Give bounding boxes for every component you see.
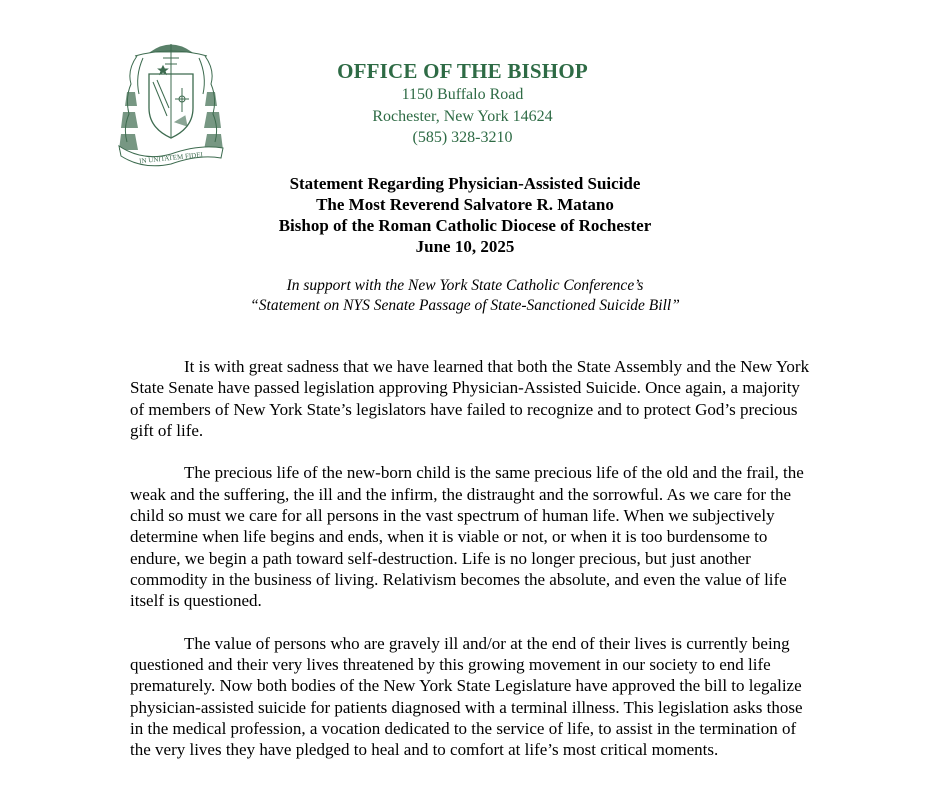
statement-author-role: Bishop of the Roman Catholic Diocese of Rochester	[278, 216, 652, 235]
statement-title: Statement Regarding Physician-Assisted Suicide	[289, 174, 641, 193]
address-line-1: 1150 Buffalo Road	[401, 86, 524, 103]
body-paragraph-2: The precious life of the new-born child is the same precious life of the old and the frail, the weak and the suffering, the ill and the infirm, the distraught and the sorrowful. As we care for the child so must we care for all persons in the vast spectrum of human life. When we subjectively determine when life begins and ends, when it is viable or not, or when it is too burdensome to endure, we begin a path toward self-destruction. Life is no longer precious, but just another commodity in the business of living. Relativism becomes the absolute, and even the value of life itself is questioned.	[130, 463, 804, 611]
statement-author: The Most Reverend Salvatore R. Matano	[316, 195, 614, 214]
body-paragraph-3: The value of persons who are gravely ill and/or at the end of their lives is currently being questioned and their very lives threatened by this growing movement in our society to end life prematurely. Now both bodies of the New York State Legislature have approved the bill to legalize physician-assisted suicide for patients diagnosed with a terminal illness. This legislation asks those in the medical profession, a vocation dedicated to the service of life, to assist in the termination of the very lives they have pledged to heal and to comfort at life’s most critical moments.	[130, 633, 803, 760]
support-line-1: In support with the New York State Catholic Conference’s	[286, 277, 644, 294]
statement-title-block	[150, 173, 780, 257]
statement-body	[130, 356, 810, 782]
letterhead	[300, 58, 625, 149]
diocese-crest-logo	[113, 36, 229, 170]
address-line-2: Rochester, New York 14624	[372, 107, 553, 125]
phone-number: (585) 328-3210	[412, 129, 513, 146]
support-line-2: “Statement on NYS Senate Passage of State-Sanctioned Suicide Bill”	[250, 297, 680, 314]
statement-date: June 10, 2025	[415, 237, 515, 256]
crest-motto: IN UNITATEM FIDEI	[138, 150, 204, 166]
body-paragraph-1: It is with great sadness that we have learned that both the State Assembly and the New York State Senate have passed legislation approving Physician-Assisted Suicide. Once again, a majority of members of New York State’s legislators have failed to recognize and to protect God’s precious gift of life.	[130, 357, 810, 440]
support-note	[150, 276, 780, 316]
office-name: OFFICE OF THE BISHOP	[337, 59, 588, 83]
